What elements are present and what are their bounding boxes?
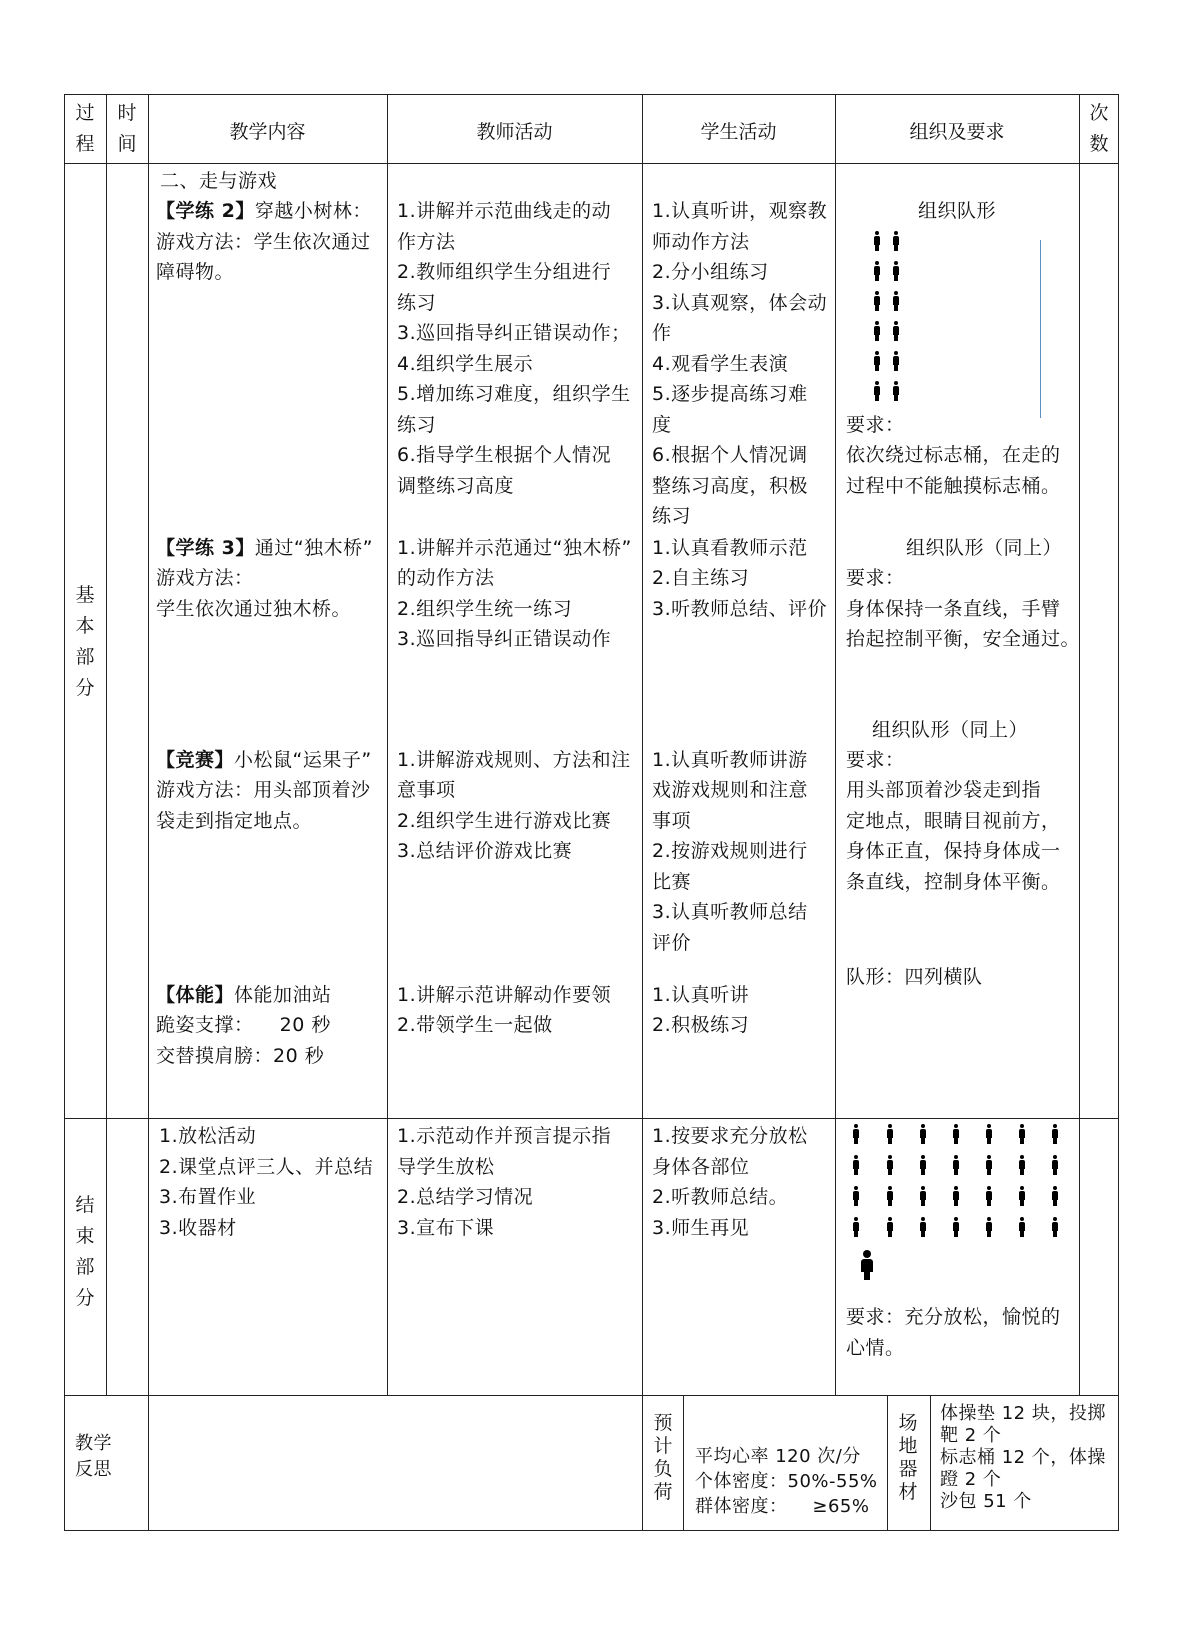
text-line: 2.总结学习情况	[397, 1186, 534, 1208]
text-line: 抬起控制平衡，安全通过。	[846, 628, 1081, 650]
text-line: 个体密度：50%-55%	[695, 1471, 878, 1492]
text-line: 度	[652, 414, 672, 436]
text-line: 要求：	[846, 567, 905, 589]
col-divider	[930, 1395, 931, 1531]
content-text: 通过“独木桥”	[254, 537, 374, 559]
load-label: 预计负荷	[653, 1412, 673, 1503]
content-text: 障碍物。	[156, 261, 235, 283]
student-figure-icon	[1018, 1124, 1026, 1144]
text-line: 1.放松活动	[159, 1125, 257, 1147]
text-line: 的动作方法	[397, 567, 495, 589]
text-line: 条直线，控制身体平衡。	[846, 871, 1061, 893]
student-figure-icon	[873, 261, 881, 281]
text-line: 3.巡回指导纠正错误动作	[397, 628, 612, 650]
text-line: 评价	[652, 932, 692, 954]
table-border-left	[64, 94, 65, 1531]
text-line: 2.听教师总结。	[652, 1186, 789, 1208]
text-line: 2.分小组练习	[652, 261, 769, 283]
table-section-divider	[64, 1118, 1119, 1119]
text-line: 3.听教师总结、评价	[652, 598, 828, 620]
content-line	[156, 775, 371, 806]
content-line	[156, 1041, 324, 1072]
student-figure-icon	[952, 1155, 960, 1175]
text-line: 要求：	[846, 414, 905, 436]
content-text: 游戏方法：用头部顶着沙	[156, 779, 371, 801]
content-text: 二、走与游戏	[160, 170, 278, 192]
section-tag: 【学练 2】	[156, 200, 255, 222]
student-figure-icon	[952, 1217, 960, 1237]
content-line	[156, 196, 372, 227]
student-figure-icon	[985, 1217, 993, 1237]
text-line: 事项	[652, 810, 692, 832]
route-line	[1040, 240, 1041, 418]
student-figure-icon	[1018, 1186, 1026, 1206]
student-figure-icon	[985, 1186, 993, 1206]
student-figure-icon	[886, 1124, 894, 1144]
text-line: 5.增加练习难度，组织学生	[397, 383, 631, 405]
text-line: 1.示范动作并预言提示指	[397, 1125, 612, 1147]
header-time: 时间	[117, 102, 137, 155]
text-line: 3.布置作业	[159, 1186, 257, 1208]
content-text: 学生依次通过独木桥。	[156, 598, 352, 620]
text-line: 要求：充分放松，愉悦的	[846, 1306, 1061, 1328]
student-figure-icon	[1051, 1186, 1059, 1206]
student-figure-icon	[852, 1186, 860, 1206]
text-line: 定地点，眼睛目视前方，	[846, 810, 1061, 832]
section-tag: 【学练 3】	[156, 537, 255, 559]
student-figure-icon	[919, 1124, 927, 1144]
col-divider	[1079, 94, 1080, 1396]
col-divider	[642, 94, 643, 1531]
text-line: 1.认真听教师讲游	[652, 749, 808, 771]
student-figure-icon	[1051, 1124, 1059, 1144]
text-line: 调整练习高度	[397, 475, 515, 497]
header-content: 教学内容	[229, 121, 306, 143]
content-line	[156, 257, 234, 288]
text-line: 2.课堂点评三人、并总结	[159, 1155, 374, 1178]
section-label-ending: 结束部分	[75, 1194, 95, 1309]
student-figure-icon	[886, 1217, 894, 1237]
text-line: 2.自主练习	[652, 567, 750, 589]
student-figure-icon	[892, 351, 900, 371]
student-figure-icon	[985, 1124, 993, 1144]
text-line: 依次绕过标志桶，在走的	[846, 444, 1061, 466]
student-figure-icon	[852, 1124, 860, 1144]
col-divider	[106, 94, 107, 1396]
org-formation-title: 组织队形（同上）	[906, 537, 1063, 559]
org-formation-title: 组织队形（同上）	[872, 719, 1029, 741]
content-line	[156, 563, 254, 594]
student-figure-icon	[919, 1155, 927, 1175]
text-line: 1.按要求充分放松	[652, 1125, 808, 1147]
content-text: 穿越小树林：	[254, 200, 372, 222]
content-text: 袋走到指定地点。	[156, 810, 313, 832]
student-figure-icon	[919, 1217, 927, 1237]
text-line: 戏游戏规则和注意	[652, 779, 809, 801]
text-line: 2.积极练习	[652, 1014, 750, 1036]
header-org: 组织及要求	[909, 121, 1005, 143]
text-line: 身体各部位	[652, 1155, 750, 1178]
text-line: 整练习高度，积极	[652, 475, 809, 497]
col-divider	[683, 1395, 684, 1531]
text-line: 要求：	[846, 749, 905, 771]
header-process: 过程	[75, 102, 95, 155]
text-line: 1.讲解示范讲解动作要领	[397, 984, 612, 1006]
org-formation-title: 组织队形	[918, 200, 997, 222]
section-tag: 【体能】	[156, 984, 235, 1006]
text-line: 靶 2 个	[940, 1425, 1002, 1446]
student-figure-icon	[892, 231, 900, 251]
student-figure-icon	[1018, 1155, 1026, 1175]
equipment-label: 场地器材	[898, 1412, 918, 1503]
text-line: 1.认真听讲，观察教	[652, 200, 828, 222]
student-figure-icon	[892, 291, 900, 311]
student-figure-icon	[886, 1186, 894, 1206]
student-figure-icon	[892, 381, 900, 401]
student-figure-icon	[1051, 1217, 1059, 1237]
student-figure-icon	[952, 1124, 960, 1144]
text-line: 6.根据个人情况调	[652, 444, 808, 466]
text-line: 导学生放松	[397, 1155, 495, 1178]
text-line: 2.组织学生统一练习	[397, 598, 573, 620]
text-line: 3.巡回指导纠正错误动作；	[397, 322, 631, 344]
header-teacher: 教师活动	[476, 121, 553, 143]
teacher-figure-icon	[859, 1250, 875, 1280]
content-text: 体能加油站	[234, 984, 332, 1006]
text-line: 3.宣布下课	[397, 1216, 495, 1239]
col-divider	[148, 94, 149, 1531]
content-text: 跪姿支撑： 20 秒	[156, 1014, 331, 1036]
text-line: 5.逐步提高练习难	[652, 383, 808, 405]
header-student: 学生活动	[700, 121, 777, 143]
text-line: 1.讲解游戏规则、方法和注	[397, 749, 631, 771]
col-divider	[835, 94, 836, 1396]
text-line: 1.认真看教师示范	[652, 537, 808, 559]
content-line	[156, 227, 371, 258]
table-border-bottom	[64, 1530, 1119, 1531]
text-line: 平均心率 120 次/分	[695, 1446, 861, 1467]
text-line: 3.师生再见	[652, 1216, 750, 1239]
content-line	[156, 745, 372, 776]
student-figure-icon	[873, 381, 881, 401]
content-text: 交替摸肩膀：20 秒	[156, 1045, 325, 1067]
student-figure-icon	[985, 1155, 993, 1175]
text-line: 2.带领学生一起做	[397, 1014, 553, 1036]
text-line: 3.认真听教师总结	[652, 901, 808, 923]
text-line: 6.指导学生根据个人情况	[397, 444, 612, 466]
student-figure-icon	[873, 321, 881, 341]
text-line: 群体密度： ≥65%	[695, 1496, 870, 1517]
student-figure-icon	[886, 1155, 894, 1175]
text-line: 4.观看学生表演	[652, 353, 789, 375]
text-line: 2.组织学生进行游戏比赛	[397, 810, 612, 832]
text-line: 1.认真听讲	[652, 984, 750, 1006]
student-figure-icon	[873, 291, 881, 311]
table-border-right	[1118, 94, 1119, 1531]
content-line	[156, 594, 351, 625]
section-label-basic: 基本部分	[75, 584, 95, 699]
text-line: 2.教师组织学生分组进行	[397, 261, 612, 283]
text-line: 比赛	[652, 871, 692, 893]
content-text: 小松鼠“运果子”	[234, 749, 372, 771]
content-text: 游戏方法：	[156, 567, 254, 589]
table-section-divider	[64, 1395, 1119, 1396]
text-line: 蹬 2 个	[940, 1469, 1002, 1490]
text-line: 2.按游戏规则进行	[652, 840, 808, 862]
text-line: 师动作方法	[652, 231, 750, 253]
content-line	[156, 533, 373, 564]
student-figure-icon	[892, 321, 900, 341]
text-line: 3.总结评价游戏比赛	[397, 840, 573, 862]
text-line: 练习	[397, 292, 437, 314]
content-line	[156, 1010, 331, 1041]
text-line: 过程中不能触摸标志桶。	[846, 475, 1061, 497]
text-line: 心情。	[846, 1337, 905, 1359]
content-line	[156, 806, 312, 837]
content-text: 游戏方法：学生依次通过	[156, 231, 371, 253]
col-divider	[887, 1395, 888, 1531]
table-border-top	[64, 94, 1119, 95]
student-figure-icon	[852, 1217, 860, 1237]
section-tag: 【竞赛】	[156, 749, 235, 771]
text-line: 标志桶 12 个，体操	[940, 1447, 1106, 1468]
text-line: 身体保持一条直线，手臂	[846, 598, 1061, 620]
text-line: 意事项	[397, 779, 456, 801]
content-line	[160, 166, 277, 197]
student-figure-icon	[919, 1186, 927, 1206]
text-line: 3.认真观察，体会动	[652, 292, 828, 314]
content-line	[156, 980, 332, 1011]
text-line: 体操垫 12 块，投掷	[940, 1403, 1106, 1424]
student-figure-icon	[873, 351, 881, 371]
text-line: 作方法	[397, 231, 456, 253]
text-line: 用头部顶着沙袋走到指	[846, 779, 1042, 801]
text-line: 教学	[75, 1433, 112, 1454]
text-line: 1.讲解并示范曲线走的动	[397, 200, 612, 222]
student-figure-icon	[852, 1155, 860, 1175]
student-figure-icon	[1018, 1217, 1026, 1237]
text-line: 1.讲解并示范通过“独木桥”	[397, 537, 632, 559]
text-line: 沙包 51 个	[940, 1491, 1032, 1512]
header-count: 次数	[1089, 102, 1109, 155]
text-line: 作	[652, 322, 672, 344]
table-header-divider	[64, 163, 1119, 164]
text-line: 4.组织学生展示	[397, 353, 534, 375]
text-line: 身体正直，保持身体成一	[846, 840, 1061, 862]
text-line: 3.收器材	[159, 1216, 237, 1239]
student-figure-icon	[1051, 1155, 1059, 1175]
text-line: 反思	[75, 1459, 112, 1480]
text-line: 练习	[397, 414, 437, 436]
text-line: 练习	[652, 505, 692, 527]
student-figure-icon	[892, 261, 900, 281]
student-figure-icon	[952, 1186, 960, 1206]
org-formation-text: 队形：四列横队	[846, 966, 983, 988]
student-figure-icon	[873, 231, 881, 251]
col-divider	[387, 94, 388, 1396]
